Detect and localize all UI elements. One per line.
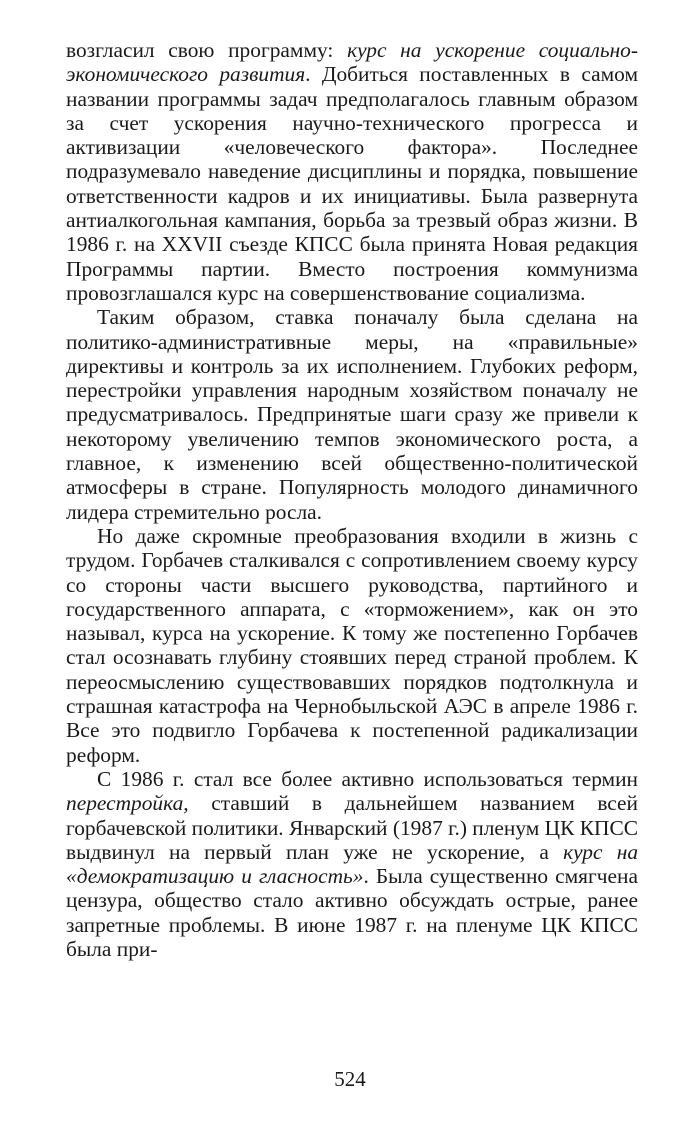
paragraph-4	[66, 767, 638, 961]
text-run: . Добиться поставленных в самом названии программы задач предполагалось главным образом за счет ускорения научно-технического прогресса и активизации «человеческого фактора». Последнее подразумевало наведение дисциплины и порядка, повышение ответственности кадров и их инициативы. Была развернута антиалкогольная кампания, борьба за трезвый образ жизни. В 1986 г. на XXVII съезде КПСС была принята Новая редакция Программы партии. Вместо построения коммунизма провозглашался курс на совершенствование социализма.	[66, 62, 638, 305]
italic-emphasis: курс на ускорение социально-экономического развития	[66, 38, 639, 87]
text-run: С 1986 г. стал все более активно использоваться термин	[97, 766, 638, 791]
page-body-text	[66, 38, 638, 961]
text-run: возгласил свою программу:	[66, 38, 348, 62]
page-number: 524	[334, 1067, 366, 1091]
text-run: Но даже скромные преобразования входили в жизнь с трудом. Горбачев сталкивался с сопротивлением своему курсу со стороны части высшего руководства, партийного и государственного аппарата, с «торможением», как он это называл, курса на ускорение. К тому же постепенно Горбачев стал осознавать глубину стоявших перед страной проблем. К переосмыслению существовавших порядков подтолкнула и страшная катастрофа на Чернобыльской АЭС в апреле 1986 г. Все это подвигло Горбачева к постепенной радикализации реформ.	[66, 523, 638, 767]
italic-emphasis: курс на «демократизацию и гласность»	[66, 839, 639, 889]
paragraph-1	[66, 38, 638, 305]
text-run: . Была существенно смягчена цензура, общество стало активно обсуждать острые, ранее запретные проблемы. В июне 1987 г. на пленуме ЦК КПСС была при-	[66, 864, 638, 961]
text-run: ставший в дальнейшем названием всей горбачевской политики. Январский (1987 г.) пленум ЦК КПСС выдвинул на первый план уже не ускорение, а	[66, 791, 638, 864]
text-run: Таким образом, ставка поначалу была сделана на политико-административные меры, на «правильные» директивы и контроль за их исполнением. Глубоких реформ, перестройки управления народным хозяйством поначалу не предусматривалось. Предпринятые шаги сразу же привели к некоторому увеличению темпов экономического роста, а главное, к изменению всей общественно-политической атмосферы в стране. Популярность молодого динамичного лидера стремительно росла.	[66, 305, 638, 524]
paragraph-2	[66, 305, 638, 524]
paragraph-3	[66, 524, 638, 767]
italic-emphasis: перестройка,	[66, 791, 189, 816]
